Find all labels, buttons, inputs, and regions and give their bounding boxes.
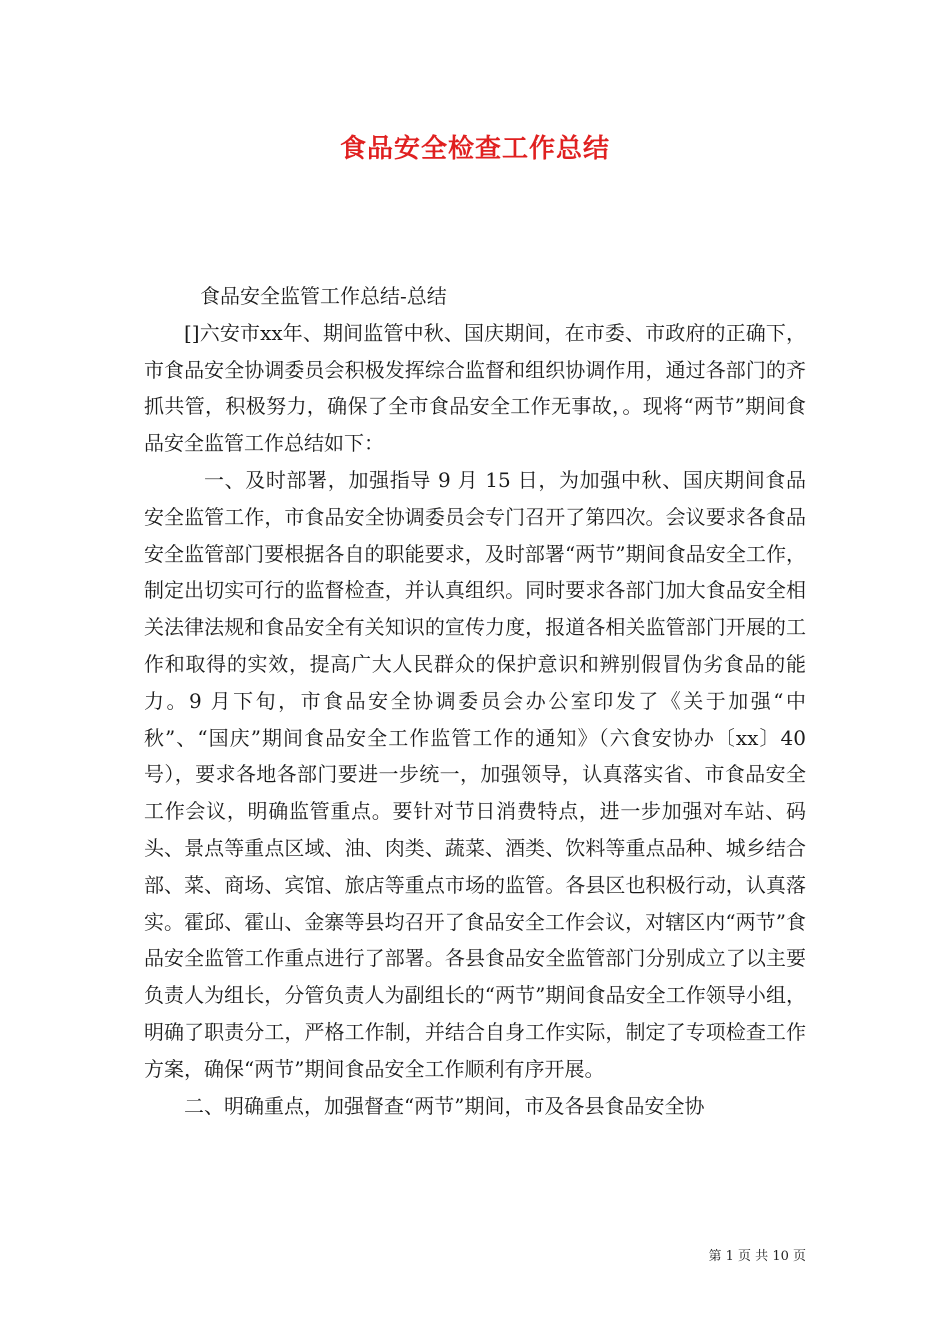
document-title: 食品安全检查工作总结	[339, 134, 610, 164]
page-number-label: 第 1 页 共 10 页	[708, 1249, 806, 1264]
paragraph-section-2: 二、明确重点，加强督查“两节”期间，市及各县食品安全协	[184, 1093, 705, 1118]
paragraph-intro: []六安市xx年、期间监管中秋、国庆期间，在市委、市政府的正确下，市食品安全协调委员会积极发挥综合监督和组织协调作用，通过各部门的齐抓共管，积极努力，确保了全市食品安全工作无事故，。现将“两节”期间食品安全监管工作总结如下：	[144, 320, 806, 456]
document-body	[144, 278, 806, 1124]
document-subtitle: 食品安全监管工作总结-总结	[200, 284, 447, 308]
paragraph-section-1: 一、及时部署，加强指导 9 月 15 日，为加强中秋、国庆期间食品安全监管工作，市食品安全协调委员会专门召开了第四次。会议要求各食品安全监管部门要根据各自的职能要求，及时部署“两节”期间食品安全工作，制定出切实可行的监督检查，并认真组织。同时要求各部门加大食品安全相关法律法规和食品安全有关知识的宣传力度，报道各相关监管部门开展的工作和取得的实效，提高广大人民群众的保护意识和辨别假冒伪劣食品的能力。9 月下旬，市食品安全协调委员会办公室印发了《关于加强“中秋”、“国庆”期间食品安全工作监管工作的通知》（六食安协办〔xx〕40 号），要求各地各部门要进一步统一，加强领导，认真落实省、市食品安全工作会议，明确监管重点。要针对节日消费特点，进一步加强对车站、码头、景点等重点区域、油、肉类、蔬菜、酒类、饮料等重点品种、城乡结合部、菜、商场、宾馆、旅店等重点市场的监管。各县区也积极行动，认真落实。霍邱、霍山、金寨等县均召开了食品安全工作会议，对辖区内“两节”食品安全监管工作重点进行了部署。各县食品安全监管部门分别成立了以主要负责人为组长，分管负责人为副组长的“两节”期间食品安全工作领导小组，明确了职责分工，严格工作制，并结合自身工作实际，制定了专项检查工作方案，确保“两节”期间食品安全工作顺利有序开展。	[144, 467, 806, 1081]
page-number-footer	[709, 1245, 806, 1264]
